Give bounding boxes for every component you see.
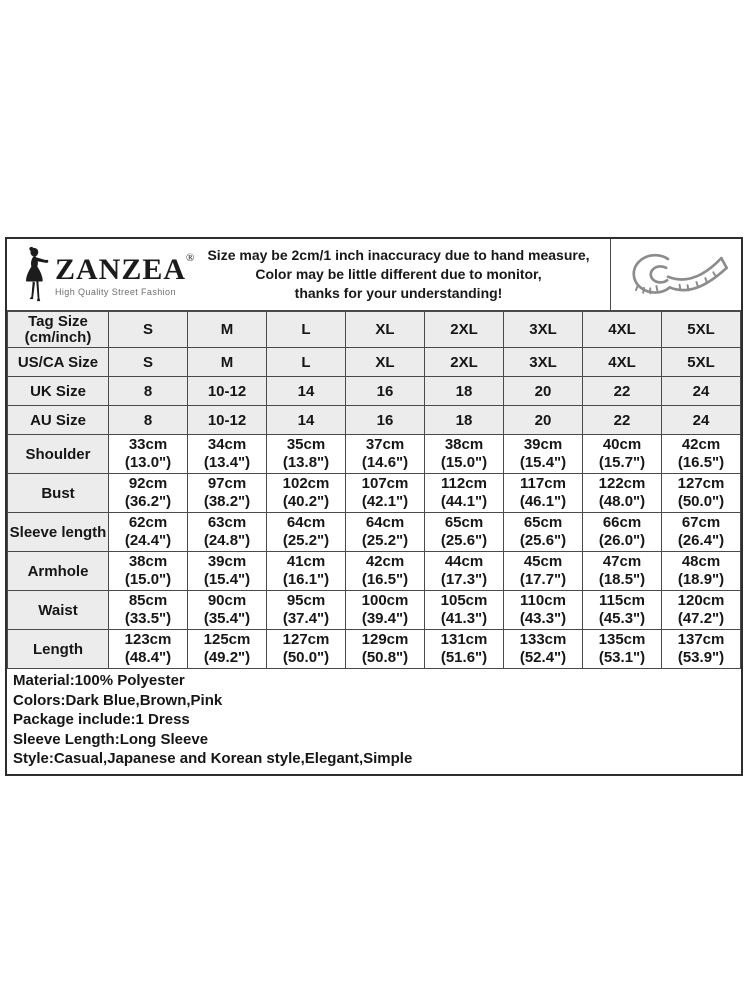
value-inch: (16.5") [677, 454, 725, 471]
brand-name: ZANZEA® [55, 251, 195, 286]
measure-value-cell [425, 435, 504, 474]
value-cm: 34cm [207, 436, 247, 453]
value-inch: (25.6") [519, 532, 567, 549]
value-inch: (45.3") [598, 610, 646, 627]
size-table-body [8, 312, 741, 669]
size-value-cell: 10-12 [188, 406, 267, 435]
notice-line: Color may be little different due to monitor, [255, 266, 542, 282]
value-cm: 41cm [286, 553, 326, 570]
measure-value-cell [109, 513, 188, 552]
notice-line: thanks for your understanding! [294, 285, 503, 301]
measure-value-cell [504, 552, 583, 591]
row-label-cell: Sleeve length [8, 513, 109, 552]
size-value-cell: 24 [662, 406, 741, 435]
value-cm: 123cm [124, 631, 172, 648]
size-value-cell: 5XL [662, 348, 741, 377]
size-value-cell: 14 [267, 406, 346, 435]
value-cm: 38cm [444, 436, 484, 453]
value-inch: (52.4") [519, 649, 567, 666]
size-value-cell: 24 [662, 377, 741, 406]
detail-line: Package include:1 Dress [13, 711, 190, 728]
measure-row [8, 513, 741, 552]
measure-row [8, 435, 741, 474]
detail-line: Style:Casual,Japanese and Korean style,Elegant,Simple [13, 750, 413, 767]
size-value-cell: 3XL [504, 348, 583, 377]
measure-value-cell [662, 513, 741, 552]
value-inch: (15.7") [598, 454, 646, 471]
size-chart-panel [5, 237, 743, 776]
size-row [8, 377, 741, 406]
size-value-cell: M [188, 312, 267, 348]
size-row [8, 312, 741, 348]
measure-value-cell [267, 435, 346, 474]
size-table [7, 311, 741, 669]
measure-value-cell [662, 591, 741, 630]
value-cm: 97cm [207, 475, 247, 492]
size-value-cell: S [109, 312, 188, 348]
measure-value-cell [267, 513, 346, 552]
value-inch: (14.6") [361, 454, 409, 471]
measure-row [8, 591, 741, 630]
value-cm: 137cm [677, 631, 725, 648]
value-inch: (24.8") [203, 532, 251, 549]
value-cm: 105cm [440, 592, 488, 609]
size-value-cell: L [267, 348, 346, 377]
value-cm: 37cm [365, 436, 405, 453]
value-cm: 92cm [128, 475, 168, 492]
measure-value-cell [583, 435, 662, 474]
tape-cell [610, 239, 741, 310]
measure-value-cell [109, 552, 188, 591]
measure-value-cell [504, 474, 583, 513]
measure-value-cell [583, 591, 662, 630]
value-cm: 64cm [365, 514, 405, 531]
measure-value-cell [346, 435, 425, 474]
measuring-tape-icon [617, 243, 735, 307]
registered-mark: ® [186, 251, 195, 264]
measure-value-cell [188, 513, 267, 552]
size-value-cell: 8 [109, 377, 188, 406]
value-cm: 129cm [361, 631, 409, 648]
size-value-cell: 22 [583, 406, 662, 435]
measure-value-cell [346, 591, 425, 630]
value-cm: 85cm [128, 592, 168, 609]
size-value-cell: S [109, 348, 188, 377]
measure-value-cell [188, 435, 267, 474]
measure-value-cell [583, 474, 662, 513]
detail-line: Colors:Dark Blue,Brown,Pink [13, 691, 223, 709]
measure-value-cell [425, 630, 504, 669]
detail-line: Sleeve Length:Long Sleeve [13, 730, 209, 748]
measure-value-cell [425, 474, 504, 513]
measure-value-cell [109, 630, 188, 669]
value-inch: (13.0") [124, 454, 172, 471]
value-inch: (25.2") [361, 532, 409, 549]
measure-value-cell [109, 435, 188, 474]
measure-value-cell [425, 591, 504, 630]
value-cm: 115cm [599, 592, 645, 609]
value-inch: (46.1") [519, 493, 567, 510]
value-inch: (53.9") [677, 649, 725, 666]
measure-value-cell [583, 552, 662, 591]
value-inch: (16.1") [282, 571, 330, 588]
value-cm: 45cm [523, 553, 563, 570]
value-inch: (51.6") [440, 649, 488, 666]
measure-value-cell [504, 630, 583, 669]
value-cm: 135cm [598, 631, 646, 648]
value-inch: (15.0") [124, 571, 172, 588]
value-cm: 133cm [519, 631, 567, 648]
measure-value-cell [662, 474, 741, 513]
measure-value-cell [188, 591, 267, 630]
value-inch: (15.4") [203, 571, 251, 588]
brand-text [55, 253, 194, 297]
value-inch: (48.0") [598, 493, 646, 510]
size-value-cell: 5XL [662, 312, 741, 348]
measure-value-cell [583, 630, 662, 669]
row-label-cell: UK Size [8, 377, 109, 406]
measure-value-cell [504, 513, 583, 552]
value-inch: (18.9") [677, 571, 725, 588]
brand-tagline: High Quality Street Fashion [55, 286, 176, 297]
measure-value-cell [267, 474, 346, 513]
value-inch: (53.1") [598, 649, 646, 666]
value-cm: 39cm [523, 436, 563, 453]
detail-line: Material:100% Polyester [13, 672, 185, 689]
measure-value-cell [346, 474, 425, 513]
measure-value-cell [267, 591, 346, 630]
measure-value-cell [346, 513, 425, 552]
value-cm: 112cm [441, 475, 487, 492]
value-inch: (15.0") [440, 454, 488, 471]
value-inch: (25.6") [440, 532, 488, 549]
size-value-cell: 18 [425, 377, 504, 406]
value-cm: 67cm [681, 514, 721, 531]
size-value-cell: 18 [425, 406, 504, 435]
value-cm: 63cm [207, 514, 247, 531]
value-cm: 33cm [128, 436, 168, 453]
value-cm: 127cm [282, 631, 330, 648]
row-label-cell: Bust [8, 474, 109, 513]
value-cm: 90cm [207, 592, 247, 609]
row-label-cell: AU Size [8, 406, 109, 435]
value-inch: (38.2") [203, 493, 251, 510]
value-inch: (36.2") [124, 493, 172, 510]
size-value-cell: XL [346, 312, 425, 348]
notice-line: Size may be 2cm/1 inch inaccuracy due to hand measure, [207, 247, 590, 263]
measure-row [8, 630, 741, 669]
measure-value-cell [583, 513, 662, 552]
measure-value-cell [504, 435, 583, 474]
measure-value-cell [109, 591, 188, 630]
row-label-cell: US/CA Size [8, 348, 109, 377]
value-cm: 47cm [602, 553, 642, 570]
size-value-cell: XL [346, 348, 425, 377]
measure-value-cell [267, 552, 346, 591]
row-label-cell: Waist [8, 591, 109, 630]
value-cm: 122cm [598, 475, 646, 492]
value-inch: (50.8") [361, 649, 409, 666]
value-cm: 39cm [207, 553, 247, 570]
value-inch: (35.4") [203, 610, 251, 627]
woman-silhouette-icon [17, 245, 53, 305]
size-value-cell: 16 [346, 406, 425, 435]
size-value-cell: 4XL [583, 348, 662, 377]
size-value-cell: M [188, 348, 267, 377]
value-inch: (17.3") [440, 571, 488, 588]
row-label-cell: Length [8, 630, 109, 669]
value-cm: 100cm [361, 592, 409, 609]
value-cm: 102cm [282, 475, 330, 492]
value-inch: (40.2") [282, 493, 330, 510]
measure-value-cell [662, 552, 741, 591]
size-value-cell: 20 [504, 377, 583, 406]
size-value-cell: 22 [583, 377, 662, 406]
value-inch: (50.0") [282, 649, 330, 666]
measure-value-cell [188, 552, 267, 591]
size-value-cell: 10-12 [188, 377, 267, 406]
value-cm: 117cm [520, 475, 566, 492]
measure-row [8, 552, 741, 591]
measure-row [8, 474, 741, 513]
value-inch: (41.3") [440, 610, 488, 627]
value-cm: 66cm [602, 514, 642, 531]
value-inch: (26.4") [677, 532, 725, 549]
value-inch: (17.7") [519, 571, 567, 588]
value-inch: (43.3") [519, 610, 567, 627]
value-inch: (25.2") [282, 532, 330, 549]
size-value-cell: 2XL [425, 348, 504, 377]
value-inch: (15.4") [519, 454, 567, 471]
measure-value-cell [109, 474, 188, 513]
measure-value-cell [267, 630, 346, 669]
size-value-cell: 2XL [425, 312, 504, 348]
size-row [8, 348, 741, 377]
measure-value-cell [425, 552, 504, 591]
row-label-cell: Shoulder [8, 435, 109, 474]
measure-value-cell [188, 630, 267, 669]
value-cm: 120cm [677, 592, 725, 609]
value-cm: 40cm [602, 436, 642, 453]
value-inch: (44.1") [440, 493, 488, 510]
measure-value-cell [504, 591, 583, 630]
value-inch: (18.5") [598, 571, 646, 588]
value-cm: 125cm [203, 631, 251, 648]
value-cm: 42cm [365, 553, 405, 570]
value-cm: 44cm [444, 553, 484, 570]
value-inch: (48.4") [124, 649, 172, 666]
value-cm: 110cm [520, 592, 566, 609]
measure-value-cell [662, 435, 741, 474]
measure-value-cell [346, 552, 425, 591]
value-cm: 42cm [681, 436, 721, 453]
value-cm: 62cm [128, 514, 168, 531]
header-band [7, 239, 741, 311]
size-value-cell: 4XL [583, 312, 662, 348]
measure-value-cell [188, 474, 267, 513]
row-label-cell: Armhole [8, 552, 109, 591]
value-inch: (50.0") [677, 493, 725, 510]
brand-logo [7, 239, 195, 310]
value-cm: 48cm [681, 553, 721, 570]
value-cm: 131cm [440, 631, 488, 648]
notice-text [187, 239, 610, 310]
value-inch: (13.8") [282, 454, 330, 471]
value-cm: 107cm [361, 475, 409, 492]
value-cm: 127cm [677, 475, 725, 492]
size-row [8, 406, 741, 435]
value-cm: 95cm [286, 592, 326, 609]
size-value-cell: 20 [504, 406, 583, 435]
value-inch: (26.0") [598, 532, 646, 549]
row-label-cell: Tag Size (cm/inch) [8, 312, 109, 348]
value-cm: 35cm [286, 436, 326, 453]
size-value-cell: 14 [267, 377, 346, 406]
value-cm: 65cm [444, 514, 484, 531]
measure-value-cell [346, 630, 425, 669]
size-value-cell: 8 [109, 406, 188, 435]
value-inch: (49.2") [203, 649, 251, 666]
value-inch: (47.2") [677, 610, 725, 627]
value-inch: (37.4") [282, 610, 330, 627]
value-inch: (16.5") [361, 571, 409, 588]
measure-value-cell [662, 630, 741, 669]
size-value-cell: 3XL [504, 312, 583, 348]
value-inch: (24.4") [124, 532, 172, 549]
size-value-cell: L [267, 312, 346, 348]
value-cm: 64cm [286, 514, 326, 531]
value-inch: (33.5") [124, 610, 172, 627]
value-cm: 38cm [128, 553, 168, 570]
measure-value-cell [425, 513, 504, 552]
value-cm: 65cm [523, 514, 563, 531]
value-inch: (42.1") [361, 493, 409, 510]
value-inch: (13.4") [203, 454, 251, 471]
size-value-cell: 16 [346, 377, 425, 406]
product-details [7, 669, 741, 774]
value-inch: (39.4") [361, 610, 409, 627]
